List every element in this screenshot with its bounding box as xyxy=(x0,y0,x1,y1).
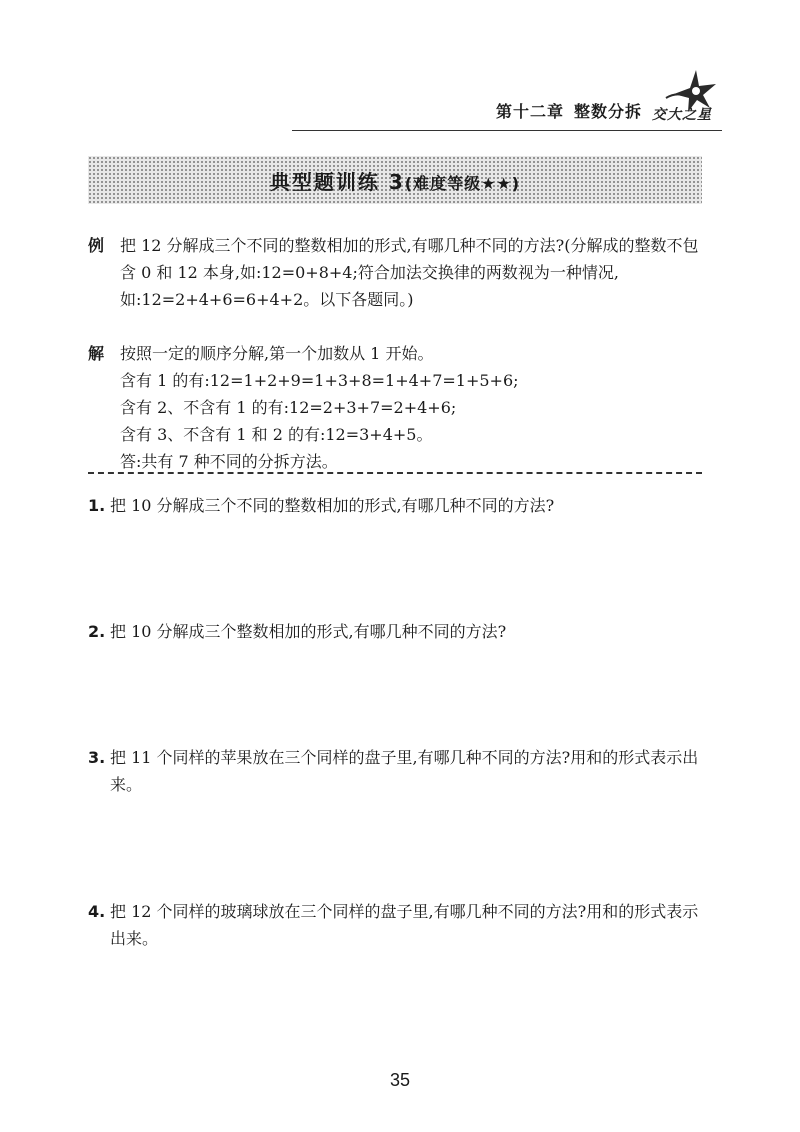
solution-block xyxy=(88,340,702,475)
solution-line: 含有 1 的有:12=1+2+9=1+3+8=1+4+7=1+5+6; xyxy=(120,371,519,390)
problem-number: 4. xyxy=(88,902,106,921)
solution-answer: 答:共有 7 种不同的分拆方法。 xyxy=(120,452,338,471)
example-text: 把 12 分解成三个不同的整数相加的形式,有哪几种不同的方法?(分解成的整数不包含 0 和 12 本身,如:12=0+8+4;符合加法交换律的两数视为一种情况,如:12=2+4+6=6+4+2。以下各题同。) xyxy=(120,236,699,309)
title-main: 典型题训练 3 xyxy=(269,169,405,194)
solution-line: 含有 3、不含有 1 和 2 的有:12=3+4+5。 xyxy=(120,425,433,444)
page-number: 35 xyxy=(389,1070,411,1090)
problem-number: 3. xyxy=(88,748,106,767)
problem-text: 把 10 分解成三个不同的整数相加的形式,有哪几种不同的方法? xyxy=(110,496,555,515)
problem-text: 把 10 分解成三个整数相加的形式,有哪几种不同的方法? xyxy=(110,622,507,641)
chapter-label: 第十二章 xyxy=(495,102,564,121)
section-title-band xyxy=(88,156,702,204)
problem-item xyxy=(88,898,708,952)
difficulty-label: (难度等级★★) xyxy=(404,173,521,193)
header-divider xyxy=(292,130,722,131)
page-header xyxy=(496,68,722,130)
problem-text: 把 12 个同样的玻璃球放在三个同样的盘子里,有哪几种不同的方法?用和的形式表示出来。 xyxy=(110,902,699,948)
topic-label: 整数分拆 xyxy=(573,102,642,121)
problem-item xyxy=(88,744,708,798)
solution-line: 按照一定的顺序分解,第一个加数从 1 开始。 xyxy=(120,344,434,363)
problem-text: 把 11 个同样的苹果放在三个同样的盘子里,有哪几种不同的方法?用和的形式表示出来。 xyxy=(110,748,699,794)
brand-text: 交大之星 xyxy=(652,107,712,123)
example-label: 例 xyxy=(88,236,105,255)
solution-label: 解 xyxy=(88,344,105,363)
problem-number: 2. xyxy=(88,622,106,641)
dashed-divider xyxy=(88,472,702,474)
problem-item xyxy=(88,492,708,519)
section-title xyxy=(270,166,520,195)
problem-number: 1. xyxy=(88,496,106,515)
problem-item xyxy=(88,618,708,645)
brand-logo xyxy=(652,68,722,130)
example-block xyxy=(88,232,702,313)
solution-line: 含有 2、不含有 1 的有:12=2+3+7=2+4+6; xyxy=(120,398,457,417)
